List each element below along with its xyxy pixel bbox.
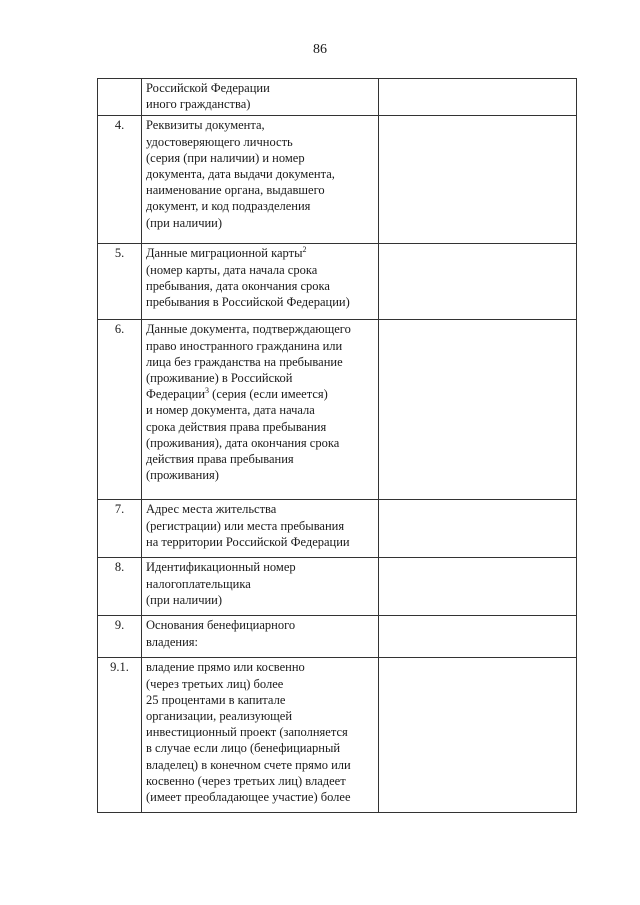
table-row [98, 116, 577, 244]
value-cell[interactable] [379, 116, 577, 244]
table-row [98, 558, 577, 616]
row-number: 9.1. [98, 658, 142, 813]
value-cell[interactable] [379, 558, 577, 616]
row-number: 7. [98, 500, 142, 558]
footnote-marker: 2 [302, 245, 307, 255]
value-cell[interactable] [379, 79, 577, 116]
row-label: Российской Федерации иного гражданства) [142, 79, 379, 116]
value-cell[interactable] [379, 616, 577, 658]
beneficiary-form-table [97, 78, 577, 813]
table-row [98, 244, 577, 320]
row-label: владение прямо или косвенно (через третьих лиц) более 25 процентами в капитале организации, реализующей инвестиционный проект (заполняется в случае если лицо (бенефициарный владелец) в конечном счете прямо или косвенно (через третьих лиц) владеет (имеет преобладающее участие) более [142, 658, 379, 813]
row-label: Данные документа, подтверждающего право иностранного гражданина или лица без гражданства на пребывание (проживание) в Российской Федерации$^3$ (серия (если имеется) и номер документа, дата начала срока действия права пребывания (проживания), дата окончания срока действия права пребывания (проживания) [142, 320, 379, 500]
value-cell[interactable] [379, 500, 577, 558]
row-label: Основания бенефициарного владения: [142, 616, 379, 658]
page-number: 86 [313, 42, 327, 57]
value-cell[interactable] [379, 244, 577, 320]
row-label: Реквизиты документа, удостоверяющего личность (серия (при наличии) и номер документа, дата выдачи документа, наименование органа, выдавшего документ, и код подразделения (при наличии) [142, 116, 379, 244]
row-label: Идентификационный номер налогоплательщика (при наличии) [142, 558, 379, 616]
row-label: Данные миграционной карты$^2$ (номер карты, дата начала срока пребывания, дата окончания срока пребывания в Российской Федерации) [142, 244, 379, 320]
value-cell[interactable] [379, 658, 577, 813]
footnote-marker: 3 [205, 386, 210, 396]
table-row [98, 616, 577, 658]
row-number: 8. [98, 558, 142, 616]
table-row [98, 79, 577, 116]
table-row [98, 500, 577, 558]
table-row [98, 658, 577, 813]
row-number: 4. [98, 116, 142, 244]
value-cell[interactable] [379, 320, 577, 500]
row-number: 9. [98, 616, 142, 658]
table-row [98, 320, 577, 500]
row-number: 6. [98, 320, 142, 500]
row-number [98, 79, 142, 116]
row-label: Адрес места жительства (регистрации) или места пребывания на территории Российской Федерации [142, 500, 379, 558]
row-number: 5. [98, 244, 142, 320]
